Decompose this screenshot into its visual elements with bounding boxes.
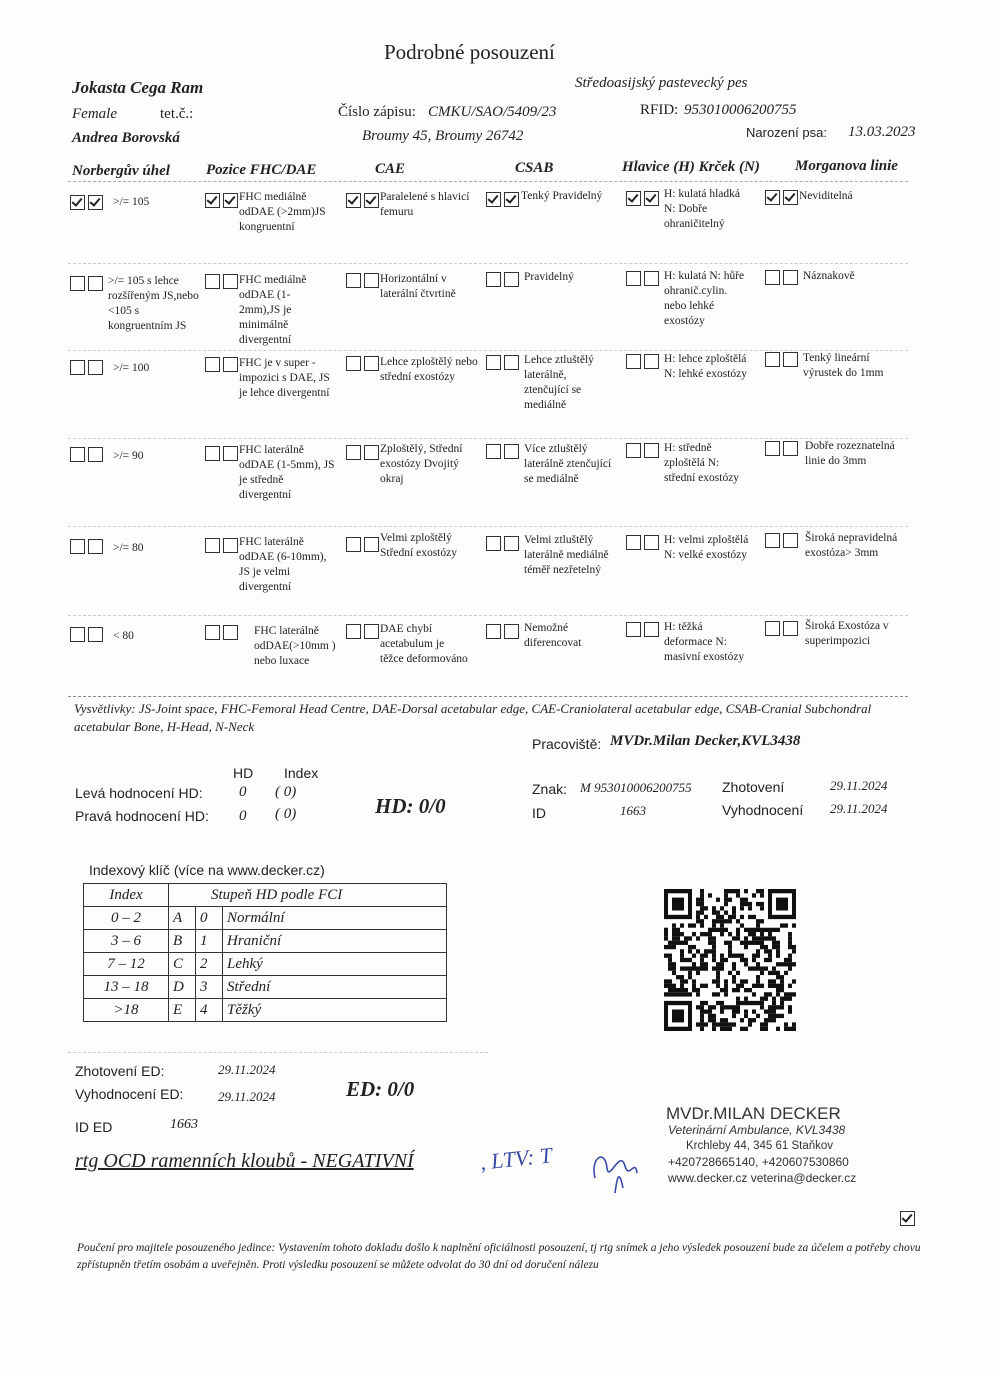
checkbox-right[interactable] <box>223 446 238 461</box>
checkbox-pair <box>205 538 238 553</box>
checkbox-left[interactable] <box>626 271 641 286</box>
checkbox-left[interactable] <box>486 272 501 287</box>
checkbox-right[interactable] <box>364 624 379 639</box>
left-hd-index: ( 0) <box>275 784 297 800</box>
checkbox-right[interactable] <box>364 193 379 208</box>
checkbox-left[interactable] <box>70 539 85 554</box>
owner-notice: Poučení pro majitele posouzeného jedince: Vystavením tohoto dokladu došlo k naplnění oficiálnosti posouzení, tj rtg snímek a jeho výsledek posouzení bude za účelem a potřeby chovu zpřístupněn třetím osobám a uveřejněn. Proti výsledku posouzení se můžete odvolat do 30 dní od doručení nálezu <box>77 1242 921 1271</box>
checkbox-right[interactable] <box>223 274 238 289</box>
checkbox-left[interactable] <box>70 447 85 462</box>
col-header-cae: CAE <box>375 161 406 177</box>
checkbox-right[interactable] <box>644 535 659 550</box>
id-value: 1663 <box>620 803 646 818</box>
checkbox-right[interactable] <box>88 447 103 462</box>
morgan-cell: Dobře rozeznatelná linie do 3mm <box>805 440 895 467</box>
checkbox-right[interactable] <box>223 193 238 208</box>
left-hd-value: 0 <box>239 784 247 800</box>
checkbox-left[interactable] <box>346 193 361 208</box>
checkbox-right[interactable] <box>783 352 798 367</box>
checkbox-left[interactable] <box>205 193 220 208</box>
cae-cell: Paralelené s hlavicí femuru <box>380 191 470 218</box>
workplace-value: MVDr.Milan Decker,KVL3438 <box>610 733 801 749</box>
index-key-number: 3 <box>196 976 223 999</box>
legend-text: Vysvětlivky: JS-Joint space, FHC-Femoral Head Centre, DAE-Dorsal acetabular edge, CAE-Craniolateral acetabular edge, CSAB-Cranial Subchondral acetabular Bone, H-Head, N-Neck <box>74 701 872 734</box>
row-divider <box>68 526 908 527</box>
checkbox-left[interactable] <box>626 535 641 550</box>
confirmation-checkbox[interactable] <box>900 1211 915 1226</box>
norberg-cell: >/= 105 <box>113 196 150 208</box>
cae-cell: Zploštělý, Střední exostózy Dvojitý okraj <box>380 443 463 485</box>
index-key-range: >18 <box>84 999 169 1022</box>
checkbox-pair <box>70 360 103 375</box>
head-neck-cell: H: lehce zploštělá N: lehké exostózy <box>664 353 748 380</box>
stamp-line-2: Krchleby 44, 345 61 Staňkov <box>686 1140 834 1152</box>
col-header-morgan: Morganova linie <box>795 158 898 174</box>
index-key-number: 0 <box>196 907 223 930</box>
index-key-number: 2 <box>196 953 223 976</box>
index-key-letter: E <box>169 999 196 1022</box>
grid-bottom-divider <box>68 696 908 697</box>
checkbox-right[interactable] <box>783 621 798 636</box>
row-divider <box>68 438 908 439</box>
checkbox-right[interactable] <box>88 276 103 291</box>
index-key-letter: D <box>169 976 196 999</box>
owner-address: Broumy 45, Broumy 26742 <box>362 128 524 144</box>
checkbox-right[interactable] <box>783 270 798 285</box>
index-key-grade-name: Hraniční <box>223 930 447 953</box>
dob-value: 13.03.2023 <box>848 124 916 140</box>
morgan-cell: Široká nepravidelná exostóza> 3mm <box>805 532 898 559</box>
checkbox-pair <box>486 536 519 551</box>
checkbox-right[interactable] <box>783 533 798 548</box>
fhc-cell: FHC laterálně odDAE(>10mm ) nebo luxace <box>254 625 336 667</box>
checkbox-pair <box>486 355 519 370</box>
csab-cell: Tenký Pravidelný <box>521 190 603 202</box>
checkbox-right[interactable] <box>364 356 379 371</box>
checkbox-pair <box>346 445 379 460</box>
checkbox-right[interactable] <box>223 625 238 640</box>
checkbox-right[interactable] <box>504 355 519 370</box>
checkbox-pair <box>205 446 238 461</box>
checkbox-left[interactable] <box>70 627 85 642</box>
hd-column-header: HD <box>233 765 254 781</box>
ed-eval-value: 29.11.2024 <box>218 1089 276 1104</box>
checkbox-left[interactable] <box>765 270 780 285</box>
checkbox-right[interactable] <box>223 538 238 553</box>
checkbox-pair <box>205 625 238 640</box>
checkbox-right[interactable] <box>644 271 659 286</box>
norberg-cell: >/= 90 <box>113 450 144 462</box>
checkbox-pair <box>626 535 659 550</box>
index-key-letter: B <box>169 930 196 953</box>
ed-id-label: ID ED <box>75 1119 113 1135</box>
stamp-line-3: +420728665140, +420607530860 <box>668 1155 849 1169</box>
index-key-range: 13 – 18 <box>84 976 169 999</box>
dob-label: Narození psa: <box>746 125 827 140</box>
checkbox-pair <box>765 621 798 636</box>
ed-eval-label: Vyhodnocení ED: <box>75 1086 184 1102</box>
norberg-cell: >/= 105 s lehce rozšířeným JS,nebo <105 s kongruentním JS <box>108 275 199 332</box>
checkbox-pair <box>765 533 798 548</box>
checkbox-left[interactable] <box>486 624 501 639</box>
checkbox-left[interactable] <box>346 356 361 371</box>
index-key-grade-name: Lehký <box>223 953 447 976</box>
checkbox-pair <box>70 195 103 210</box>
fhc-cell: FHC laterálně odDAE (6-10mm), JS je velmi divergentní <box>239 536 327 593</box>
checkbox-left[interactable] <box>486 536 501 551</box>
csab-cell: Pravidelný <box>524 271 574 283</box>
cae-cell: Lehce zploštělý nebo střední exostózy <box>380 356 478 383</box>
checkbox-pair <box>765 352 798 367</box>
head-neck-cell: H: těžká deformace N: masivní exostózy <box>664 621 745 663</box>
cae-cell: Horizontální v laterální čtvrtině <box>380 273 456 300</box>
made-value: 29.11.2024 <box>830 778 888 793</box>
checkbox-right[interactable] <box>88 627 103 642</box>
checkbox-right[interactable] <box>504 272 519 287</box>
row-divider <box>68 263 908 264</box>
checkbox-left[interactable] <box>205 446 220 461</box>
checkbox-left[interactable] <box>486 192 501 207</box>
index-key-letter: C <box>169 953 196 976</box>
checkbox-right[interactable] <box>364 273 379 288</box>
rfid-value: 953010006200755 <box>684 102 797 118</box>
checkbox-left[interactable] <box>765 621 780 636</box>
index-key-range: 3 – 6 <box>84 930 169 953</box>
checkbox-left[interactable] <box>205 274 220 289</box>
csab-cell: Více ztluštělý laterálně ztenčující se mediálně <box>524 443 612 485</box>
checkbox-left[interactable] <box>765 190 780 205</box>
checkbox-pair <box>626 622 659 637</box>
checkbox-left[interactable] <box>346 624 361 639</box>
checkbox-right[interactable] <box>504 624 519 639</box>
checkbox-pair <box>765 270 798 285</box>
checkbox-right[interactable] <box>364 537 379 552</box>
rfid-label: RFID: <box>640 102 679 118</box>
checkbox-right[interactable] <box>88 195 103 210</box>
cae-cell: DAE chybí acetabulum je těžce deformováno <box>380 623 468 665</box>
checkbox-pair <box>205 274 238 289</box>
checkbox-left[interactable] <box>346 273 361 288</box>
dog-sex: Female <box>72 106 117 122</box>
row-divider <box>68 350 908 351</box>
head-neck-cell: H: kulatá hladká N: Dobře ohraničitelný <box>664 188 741 230</box>
workplace-label: Pracoviště: <box>532 736 602 752</box>
stamp-name: MVDr.MILAN DECKER <box>666 1104 841 1123</box>
hd-result: HD: 0/0 <box>375 794 446 818</box>
checkbox-pair <box>346 624 379 639</box>
checkbox-left[interactable] <box>765 441 780 456</box>
checkbox-pair <box>70 539 103 554</box>
right-hd-index: ( 0) <box>275 806 297 822</box>
checkbox-pair <box>70 627 103 642</box>
checkbox-right[interactable] <box>504 536 519 551</box>
id-label: ID <box>532 805 546 821</box>
checkbox-left[interactable] <box>765 352 780 367</box>
checkbox-left[interactable] <box>70 276 85 291</box>
mark-label: Znak: <box>532 781 568 797</box>
col-header-csab: CSAB <box>515 160 554 176</box>
dog-name: Jokasta Cega Ram <box>72 78 204 97</box>
checkbox-left[interactable] <box>626 354 641 369</box>
checkbox-pair <box>346 273 379 288</box>
stamp-line-4: www.decker.cz veterina@decker.cz <box>668 1171 857 1185</box>
made-label: Zhotovení <box>722 779 785 795</box>
evaluation-value: 29.11.2024 <box>830 801 888 816</box>
checkbox-pair <box>346 193 379 208</box>
checkbox-pair <box>70 447 103 462</box>
index-key-table <box>83 883 447 1022</box>
csab-cell: Velmi ztluštělý laterálně mediálně téměř nezřetelný <box>524 534 609 576</box>
ed-made-label: Zhotovení ED: <box>75 1063 165 1079</box>
evaluation-label: Vyhodnocení <box>722 802 804 818</box>
registration-label: Číslo zápisu: <box>338 104 416 120</box>
handwritten-note: , LTV: T <box>478 1142 554 1175</box>
fhc-cell: FHC mediálně odDAE (>2mm)JS kongruentní <box>239 191 326 233</box>
index-key-row <box>84 999 447 1022</box>
norberg-cell: >/= 100 <box>113 362 150 374</box>
checkbox-right[interactable] <box>644 354 659 369</box>
col-header-fhc: Pozice FHC/DAE <box>206 162 317 178</box>
left-hd-label: Levá hodnocení HD: <box>75 785 203 801</box>
norberg-cell: >/= 80 <box>113 542 144 554</box>
checkbox-right[interactable] <box>223 357 238 372</box>
checkbox-pair <box>346 537 379 552</box>
index-key-grade-name: Těžký <box>223 999 447 1022</box>
checkbox-left[interactable] <box>486 444 501 459</box>
index-key-letter: A <box>169 907 196 930</box>
cae-cell: Velmi zploštělý Střední exostózy <box>380 532 457 559</box>
row-divider <box>68 615 908 616</box>
checkbox-left[interactable] <box>626 443 641 458</box>
checkbox-left[interactable] <box>205 538 220 553</box>
checkbox-right[interactable] <box>364 445 379 460</box>
norberg-cell: < 80 <box>113 630 134 642</box>
checkbox-left[interactable] <box>626 191 641 206</box>
checkbox-left[interactable] <box>205 357 220 372</box>
col-header-norberg: Norbergův úhel <box>72 163 170 179</box>
ed-divider <box>68 1052 488 1053</box>
checkbox-right[interactable] <box>783 190 798 205</box>
checkbox-pair <box>486 624 519 639</box>
csab-cell: Lehce ztluštělý laterálně, ztenčující se mediálně <box>524 354 594 411</box>
index-key-row <box>84 907 447 930</box>
morgan-cell: Neviditelná <box>799 190 853 202</box>
fhc-cell: FHC laterálně odDAE (1-5mm), JS je středně divergentní <box>239 444 335 501</box>
checkbox-left[interactable] <box>486 355 501 370</box>
index-key-number: 4 <box>196 999 223 1022</box>
fhc-cell: FHC je v super - impozici s DAE, JS je lehce divergentní <box>239 357 330 399</box>
owner-name: Andrea Borovská <box>72 130 180 146</box>
ed-made-value: 29.11.2024 <box>218 1062 276 1077</box>
fhc-cell: FHC mediálně odDAE (1-2mm),JS je minimálně divergentní <box>239 274 307 346</box>
stamp-line-1: Veterinární Ambulance, KVL3438 <box>668 1123 846 1137</box>
checkbox-pair <box>346 356 379 371</box>
checkbox-pair <box>486 192 519 207</box>
signature-icon <box>585 1138 645 1198</box>
index-key-title: Indexový klíč (více na www.decker.cz) <box>89 862 325 878</box>
morgan-cell: Široká Exostóza v superimpozici <box>805 620 889 647</box>
tattoo-label: tet.č.: <box>160 106 194 122</box>
right-hd-label: Pravá hodnocení HD: <box>75 808 209 824</box>
checkbox-pair <box>486 272 519 287</box>
checkbox-right[interactable] <box>504 192 519 207</box>
index-key-number: 1 <box>196 930 223 953</box>
checkbox-pair <box>626 354 659 369</box>
ocd-result: rtg OCD ramenních kloubů - NEGATIVNÍ <box>75 1150 414 1172</box>
checkbox-pair <box>486 444 519 459</box>
index-key-range: 7 – 12 <box>84 953 169 976</box>
index-key-header-grade: Stupeň HD podle FCI <box>169 884 447 907</box>
dog-breed: Středoasijský pastevecký pes <box>575 75 748 91</box>
checkbox-pair <box>765 441 798 456</box>
index-key-row <box>84 976 447 999</box>
checkbox-pair <box>205 193 238 208</box>
morgan-cell: Tenký lineární výrustek do 1mm <box>803 352 884 379</box>
header-divider <box>68 181 908 182</box>
registration-value: CMKU/SAO/5409/23 <box>428 104 557 120</box>
ed-result: ED: 0/0 <box>346 1077 415 1101</box>
checkbox-pair <box>205 357 238 372</box>
index-key-range: 0 – 2 <box>84 907 169 930</box>
csab-cell: Nemožné diferencovat <box>524 622 582 649</box>
morgan-cell: Náznakově <box>803 270 855 282</box>
col-header-head-neck: Hlavice (H) Krček (N) <box>622 159 760 175</box>
qr-code-icon <box>664 889 796 1031</box>
mark-value: M 953010006200755 <box>580 780 692 795</box>
checkbox-right[interactable] <box>504 444 519 459</box>
index-key-grade-name: Normální <box>223 907 447 930</box>
head-neck-cell: H: velmi zploštělá N: velké exostózy <box>664 534 749 561</box>
checkbox-left[interactable] <box>626 622 641 637</box>
index-key-row <box>84 953 447 976</box>
checkbox-left[interactable] <box>70 195 85 210</box>
ed-id-value: 1663 <box>170 1117 198 1132</box>
checkbox-left[interactable] <box>205 625 220 640</box>
checkbox-right[interactable] <box>783 441 798 456</box>
checkbox-left[interactable] <box>765 533 780 548</box>
checkbox-pair <box>626 271 659 286</box>
checkbox-pair <box>626 443 659 458</box>
checkbox-right[interactable] <box>644 191 659 206</box>
page-title: Podrobné posouzení <box>384 40 555 64</box>
index-column-header: Index <box>284 765 319 781</box>
checkbox-pair <box>765 190 798 205</box>
checkbox-left[interactable] <box>346 445 361 460</box>
checkbox-pair <box>70 276 103 291</box>
head-neck-cell: H: středně zploštělá N: střední exostózy <box>664 442 740 484</box>
checkbox-right[interactable] <box>88 539 103 554</box>
index-key-grade-name: Střední <box>223 976 447 999</box>
checkbox-right[interactable] <box>644 443 659 458</box>
index-key-header-index: Index <box>84 884 169 907</box>
checkbox-left[interactable] <box>346 537 361 552</box>
right-hd-value: 0 <box>239 808 247 824</box>
checkbox-left[interactable] <box>70 360 85 375</box>
head-neck-cell: H: kulatá N: hůře ohranič.cylin. nebo lehké exostózy <box>664 270 745 327</box>
index-key-header-row <box>84 884 447 907</box>
index-key-row <box>84 930 447 953</box>
checkbox-pair <box>626 191 659 206</box>
checkbox-right[interactable] <box>88 360 103 375</box>
checkbox-right[interactable] <box>644 622 659 637</box>
